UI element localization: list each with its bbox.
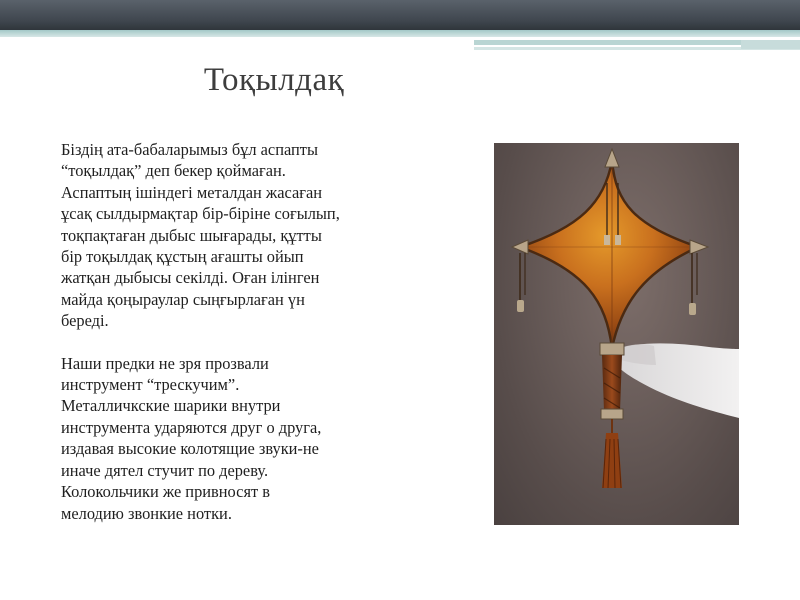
top-decorative-band bbox=[0, 0, 800, 30]
top-accent-line bbox=[0, 30, 800, 37]
instrument-photo bbox=[494, 143, 739, 525]
slide-title: Тоқылдақ bbox=[203, 62, 345, 98]
slide-body bbox=[61, 139, 406, 524]
instrument-body bbox=[520, 161, 698, 348]
accent-bar bbox=[741, 40, 800, 49]
paragraph-russian: Наши предки не зря прозвали инструмент “трескучим”. Металличкские шарики внутри инструмента ударяются друг о друга, издавая высокие колотящие звуки-не иначе дятел стучит по дереву. Колокольчики же привносят в мелодию звонкие нотки. bbox=[61, 353, 322, 523]
paragraph-kazakh: Біздің ата-бабаларымыз бұл аспапты “тоқылдақ” деп бекер қоймаған. Аспаптың ішіндегі металдан жасаған ұсақ сылдырмақтар бір-біріне соғылып, тоқпақтаған дыбыс шығарады, құтты бір тоқылдақ құстың ағашты ойып жатқан дыбысы секілді. Оған ілінген майда қоңыраулар сыңғырлаған үн береді. bbox=[61, 140, 340, 331]
